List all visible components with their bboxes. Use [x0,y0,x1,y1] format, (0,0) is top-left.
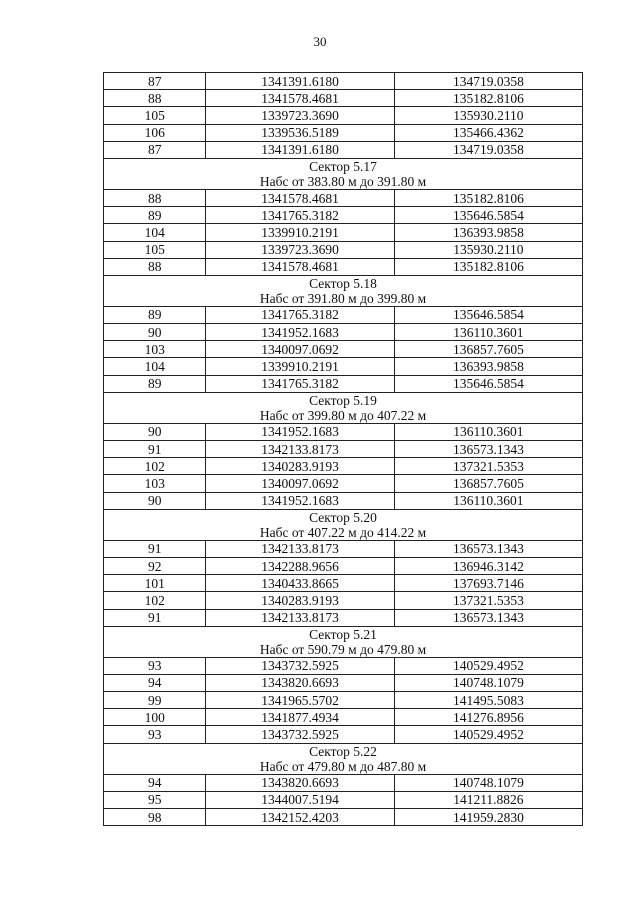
y-coordinate-cell: 137321.5353 [394,592,582,609]
x-coordinate-cell: 1340433.8665 [206,575,394,592]
y-coordinate-cell: 136946.3142 [394,557,582,574]
y-coordinate-cell: 140748.1079 [394,774,582,791]
point-number-cell: 90 [104,423,206,440]
x-coordinate-cell: 1341877.4934 [206,709,394,726]
table-row [104,375,583,392]
sector-title: Сектор 5.22 [309,743,377,759]
x-coordinate-cell: 1339910.2191 [206,224,394,241]
coordinates-table-body [104,73,583,826]
table-row [104,241,583,258]
point-number-cell: 100 [104,709,206,726]
x-coordinate-cell: 1341765.3182 [206,207,394,224]
y-coordinate-cell: 135646.5854 [394,375,582,392]
y-coordinate-cell: 141959.2830 [394,809,582,826]
y-coordinate-cell: 136110.3601 [394,324,582,341]
y-coordinate-cell: 140748.1079 [394,674,582,691]
sector-title: Сектор 5.17 [309,158,377,174]
sector-header-cell [104,743,583,774]
table-row [104,791,583,808]
point-number-cell: 91 [104,441,206,458]
point-number-cell: 88 [104,90,206,107]
y-coordinate-cell: 135466.4362 [394,124,582,141]
page-number: 30 [313,34,327,49]
table-row [104,674,583,691]
table-row [104,475,583,492]
y-coordinate-cell: 136573.1343 [394,441,582,458]
table-row [104,141,583,158]
sector-header-row [104,275,583,306]
y-coordinate-cell: 136573.1343 [394,609,582,626]
x-coordinate-cell: 1340283.9193 [206,458,394,475]
y-coordinate-cell: 135182.8106 [394,258,582,275]
point-number-cell: 99 [104,692,206,709]
y-coordinate-cell: 141276.8956 [394,709,582,726]
x-coordinate-cell: 1339536.5189 [206,124,394,141]
table-row [104,692,583,709]
coordinates-table [103,72,583,826]
table-row [104,73,583,90]
table-row [104,540,583,557]
sector-title: Сектор 5.19 [309,392,377,408]
point-number-cell: 93 [104,657,206,674]
point-number-cell: 91 [104,540,206,557]
point-number-cell: 90 [104,492,206,509]
y-coordinate-cell: 136573.1343 [394,540,582,557]
sector-header-cell [104,626,583,657]
x-coordinate-cell: 1341765.3182 [206,375,394,392]
y-coordinate-cell: 135930.2110 [394,107,582,124]
point-number-cell: 103 [104,341,206,358]
point-number-cell: 93 [104,726,206,743]
point-number-cell: 102 [104,458,206,475]
point-number-cell: 87 [104,141,206,158]
table-row [104,774,583,791]
y-coordinate-cell: 137693.7146 [394,575,582,592]
table-row [104,423,583,440]
table-row [104,306,583,323]
sector-height-range: Набс от 590.79 м до 479.80 м [259,641,427,657]
y-coordinate-cell: 137321.5353 [394,458,582,475]
table-row [104,124,583,141]
x-coordinate-cell: 1339723.3690 [206,107,394,124]
x-coordinate-cell: 1341765.3182 [206,306,394,323]
x-coordinate-cell: 1342133.8173 [206,441,394,458]
y-coordinate-cell: 135646.5854 [394,207,582,224]
y-coordinate-cell: 136110.3601 [394,423,582,440]
y-coordinate-cell: 136857.7605 [394,341,582,358]
table-row [104,90,583,107]
x-coordinate-cell: 1339910.2191 [206,358,394,375]
sector-header-cell [104,509,583,540]
sector-height-range: Набс от 479.80 м до 487.80 м [259,758,427,774]
y-coordinate-cell: 134719.0358 [394,73,582,90]
point-number-cell: 103 [104,475,206,492]
sector-height-range: Набс от 383.80 м до 391.80 м [259,173,427,189]
x-coordinate-cell: 1343732.5925 [206,726,394,743]
sector-title: Сектор 5.20 [309,509,377,525]
point-number-cell: 94 [104,774,206,791]
table-row [104,592,583,609]
y-coordinate-cell: 134719.0358 [394,141,582,158]
point-number-cell: 104 [104,224,206,241]
y-coordinate-cell: 136857.7605 [394,475,582,492]
y-coordinate-cell: 136393.9858 [394,224,582,241]
point-number-cell: 90 [104,324,206,341]
x-coordinate-cell: 1339723.3690 [206,241,394,258]
point-number-cell: 89 [104,207,206,224]
table-row [104,458,583,475]
x-coordinate-cell: 1342133.8173 [206,540,394,557]
point-number-cell: 89 [104,306,206,323]
point-number-cell: 106 [104,124,206,141]
point-number-cell: 104 [104,358,206,375]
point-number-cell: 89 [104,375,206,392]
sector-header-row [104,626,583,657]
sector-height-range: Набс от 407.22 м до 414.22 м [259,524,427,540]
x-coordinate-cell: 1344007.5194 [206,791,394,808]
table-row [104,189,583,206]
point-number-cell: 87 [104,73,206,90]
point-number-cell: 94 [104,674,206,691]
sector-header-cell [104,158,583,189]
table-row [104,107,583,124]
table-row [104,709,583,726]
x-coordinate-cell: 1341952.1683 [206,492,394,509]
table-row [104,809,583,826]
point-number-cell: 95 [104,791,206,808]
table-row [104,726,583,743]
x-coordinate-cell: 1343820.6693 [206,674,394,691]
sector-header-row [104,158,583,189]
y-coordinate-cell: 141211.8826 [394,791,582,808]
x-coordinate-cell: 1340283.9193 [206,592,394,609]
sector-header-cell [104,392,583,423]
y-coordinate-cell: 136393.9858 [394,358,582,375]
x-coordinate-cell: 1341952.1683 [206,324,394,341]
table-row [104,358,583,375]
y-coordinate-cell: 141495.5083 [394,692,582,709]
x-coordinate-cell: 1341578.4681 [206,258,394,275]
y-coordinate-cell: 135930.2110 [394,241,582,258]
point-number-cell: 98 [104,809,206,826]
table-row [104,258,583,275]
sector-header-cell [104,275,583,306]
x-coordinate-cell: 1340097.0692 [206,341,394,358]
sector-header-row [104,392,583,423]
sector-title: Сектор 5.18 [309,275,377,291]
x-coordinate-cell: 1343732.5925 [206,657,394,674]
x-coordinate-cell: 1341578.4681 [206,90,394,107]
table-row [104,492,583,509]
sector-height-range: Набс от 391.80 м до 399.80 м [259,290,427,306]
table-row [104,324,583,341]
point-number-cell: 88 [104,258,206,275]
sector-title: Сектор 5.21 [309,626,377,642]
y-coordinate-cell: 140529.4952 [394,726,582,743]
table-row [104,207,583,224]
y-coordinate-cell: 140529.4952 [394,657,582,674]
x-coordinate-cell: 1340097.0692 [206,475,394,492]
table-row [104,557,583,574]
x-coordinate-cell: 1341578.4681 [206,189,394,206]
x-coordinate-cell: 1341391.6180 [206,141,394,158]
point-number-cell: 91 [104,609,206,626]
x-coordinate-cell: 1342288.9656 [206,557,394,574]
point-number-cell: 105 [104,241,206,258]
y-coordinate-cell: 135646.5854 [394,306,582,323]
y-coordinate-cell: 135182.8106 [394,90,582,107]
x-coordinate-cell: 1341391.6180 [206,73,394,90]
y-coordinate-cell: 136110.3601 [394,492,582,509]
y-coordinate-cell: 135182.8106 [394,189,582,206]
sector-header-row [104,743,583,774]
x-coordinate-cell: 1341965.5702 [206,692,394,709]
table-row [104,609,583,626]
sector-height-range: Набс от 399.80 м до 407.22 м [259,407,427,423]
point-number-cell: 105 [104,107,206,124]
x-coordinate-cell: 1343820.6693 [206,774,394,791]
table-row [104,224,583,241]
point-number-cell: 92 [104,557,206,574]
table-row [104,657,583,674]
x-coordinate-cell: 1342133.8173 [206,609,394,626]
table-row [104,575,583,592]
point-number-cell: 102 [104,592,206,609]
sector-header-row [104,509,583,540]
x-coordinate-cell: 1342152.4203 [206,809,394,826]
table-row [104,441,583,458]
x-coordinate-cell: 1341952.1683 [206,423,394,440]
table-row [104,341,583,358]
point-number-cell: 88 [104,189,206,206]
point-number-cell: 101 [104,575,206,592]
